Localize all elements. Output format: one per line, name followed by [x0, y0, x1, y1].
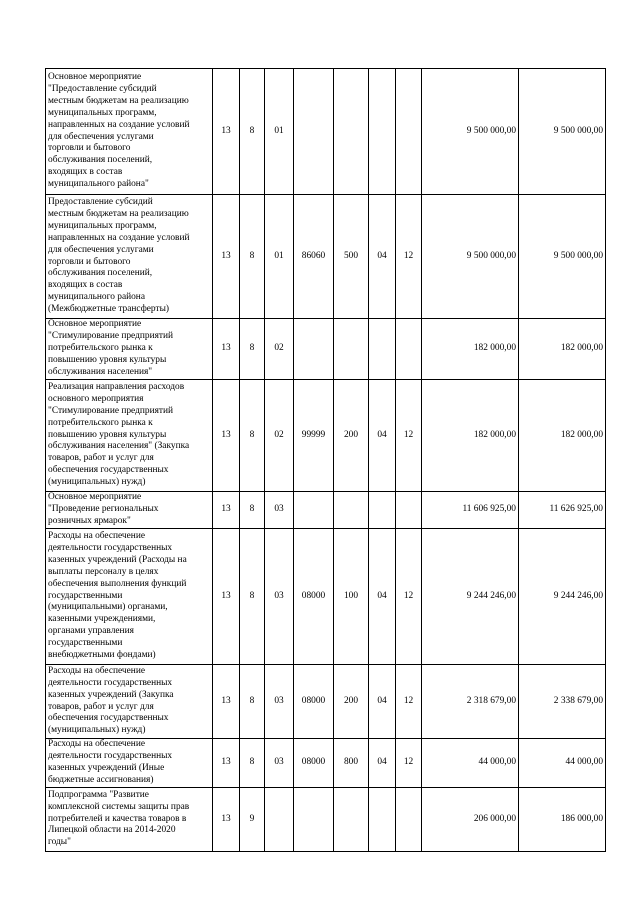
amount-2-cell: 11 626 925,00: [519, 492, 606, 529]
code-7-cell: [396, 69, 422, 195]
amount-2-cell: 2 338 679,00: [519, 665, 606, 739]
code-4-cell: 08000: [294, 529, 334, 665]
amount-1-cell: 182 000,00: [422, 319, 519, 380]
amount-1-cell: 9 244 246,00: [422, 529, 519, 665]
code-3-cell: [265, 788, 294, 852]
code-6-cell: [369, 69, 396, 195]
code-2-cell: 8: [240, 665, 265, 739]
code-1-cell: 13: [213, 195, 240, 319]
code-7-cell: 12: [396, 380, 422, 492]
amount-2-cell: 9 500 000,00: [519, 69, 606, 195]
code-6-cell: 04: [369, 195, 396, 319]
code-2-cell: 8: [240, 529, 265, 665]
code-1-cell: 13: [213, 69, 240, 195]
code-7-cell: 12: [396, 529, 422, 665]
code-5-cell: 800: [334, 739, 369, 788]
code-7-cell: 12: [396, 665, 422, 739]
code-2-cell: 8: [240, 492, 265, 529]
code-5-cell: [334, 319, 369, 380]
code-3-cell: 03: [265, 492, 294, 529]
code-2-cell: 8: [240, 380, 265, 492]
code-3-cell: 02: [265, 319, 294, 380]
code-1-cell: 13: [213, 788, 240, 852]
code-4-cell: [294, 492, 334, 529]
code-3-cell: 01: [265, 69, 294, 195]
code-6-cell: 04: [369, 380, 396, 492]
code-5-cell: [334, 69, 369, 195]
code-5-cell: [334, 788, 369, 852]
row-description: Предоставление субсидий местным бюджетам на реализацию муниципальных программ, направленных на создание условий для обеспечения услугами торговли и бытового обслуживания поселений, входящих в состав муниципального района (Межбюджетные трансферты): [46, 195, 213, 319]
code-6-cell: 04: [369, 529, 396, 665]
code-6-cell: [369, 788, 396, 852]
row-description: Расходы на обеспечение деятельности государственных казенных учреждений (Иные бюджетные ассигнования): [46, 739, 213, 788]
code-4-cell: 08000: [294, 665, 334, 739]
amount-1-cell: 206 000,00: [422, 788, 519, 852]
amount-2-cell: 182 000,00: [519, 380, 606, 492]
code-6-cell: 04: [369, 739, 396, 788]
code-3-cell: 03: [265, 739, 294, 788]
code-5-cell: 200: [334, 380, 369, 492]
code-7-cell: [396, 492, 422, 529]
row-description: Основное мероприятие "Стимулирование предприятий потребительского рынка к повышению уровня культуры обслуживания населения": [46, 319, 213, 380]
budget-table-body: [46, 69, 606, 852]
code-2-cell: 8: [240, 69, 265, 195]
code-1-cell: 13: [213, 739, 240, 788]
amount-1-cell: 11 606 925,00: [422, 492, 519, 529]
amount-2-cell: 9 500 000,00: [519, 195, 606, 319]
table-row: [46, 492, 606, 529]
code-4-cell: 99999: [294, 380, 334, 492]
budget-table: [45, 68, 606, 852]
code-4-cell: [294, 788, 334, 852]
table-row: [46, 319, 606, 380]
code-1-cell: 13: [213, 492, 240, 529]
amount-1-cell: 9 500 000,00: [422, 195, 519, 319]
amount-1-cell: 9 500 000,00: [422, 69, 519, 195]
table-row: [46, 195, 606, 319]
amount-2-cell: 182 000,00: [519, 319, 606, 380]
code-5-cell: 500: [334, 195, 369, 319]
table-row: [46, 380, 606, 492]
code-7-cell: 12: [396, 739, 422, 788]
table-row: [46, 529, 606, 665]
code-6-cell: [369, 319, 396, 380]
code-3-cell: 03: [265, 529, 294, 665]
code-3-cell: 01: [265, 195, 294, 319]
amount-2-cell: 44 000,00: [519, 739, 606, 788]
code-6-cell: 04: [369, 665, 396, 739]
code-7-cell: 12: [396, 195, 422, 319]
code-7-cell: [396, 319, 422, 380]
table-row: [46, 69, 606, 195]
amount-2-cell: 9 244 246,00: [519, 529, 606, 665]
table-row: [46, 739, 606, 788]
code-7-cell: [396, 788, 422, 852]
code-2-cell: 8: [240, 195, 265, 319]
table-row: [46, 665, 606, 739]
code-4-cell: 08000: [294, 739, 334, 788]
code-1-cell: 13: [213, 665, 240, 739]
code-4-cell: [294, 319, 334, 380]
code-4-cell: [294, 69, 334, 195]
code-5-cell: 100: [334, 529, 369, 665]
amount-1-cell: 2 318 679,00: [422, 665, 519, 739]
row-description: Расходы на обеспечение деятельности государственных казенных учреждений (Расходы на выплаты персоналу в целях обеспечения выполнения функций государственными (муниципальными) органами, казенными учреждениями, органами управления государственными внебюджетными фондами): [46, 529, 213, 665]
code-1-cell: 13: [213, 380, 240, 492]
row-description: Подпрограмма "Развитие комплексной системы защиты прав потребителей и качества товаров в Липецкой области на 2014-2020 годы": [46, 788, 213, 852]
code-1-cell: 13: [213, 319, 240, 380]
code-3-cell: 02: [265, 380, 294, 492]
code-3-cell: 03: [265, 665, 294, 739]
code-4-cell: 86060: [294, 195, 334, 319]
code-2-cell: 8: [240, 319, 265, 380]
code-2-cell: 8: [240, 739, 265, 788]
amount-1-cell: 44 000,00: [422, 739, 519, 788]
row-description: Основное мероприятие "Предоставление субсидий местным бюджетам на реализацию муниципальных программ, направленных на создание условий для обеспечения услугами торговли и бытового обслуживания поселений, входящих в состав муниципального района": [46, 69, 213, 195]
code-2-cell: 9: [240, 788, 265, 852]
code-5-cell: [334, 492, 369, 529]
code-5-cell: 200: [334, 665, 369, 739]
row-description: Расходы на обеспечение деятельности государственных казенных учреждений (Закупка товаров, работ и услуг для обеспечения государственных (муниципальных) нужд): [46, 665, 213, 739]
amount-1-cell: 182 000,00: [422, 380, 519, 492]
code-1-cell: 13: [213, 529, 240, 665]
row-description: Основное мероприятие "Проведение региональных розничных ярмарок": [46, 492, 213, 529]
amount-2-cell: 186 000,00: [519, 788, 606, 852]
code-6-cell: [369, 492, 396, 529]
row-description: Реализация направления расходов основного мероприятия "Стимулирование предприятий потребительского рынка к повышению уровня культуры обслуживания населения" (Закупка товаров, работ и услуг для обеспечения государственных (муниципальных) нужд): [46, 380, 213, 492]
table-row: [46, 788, 606, 852]
